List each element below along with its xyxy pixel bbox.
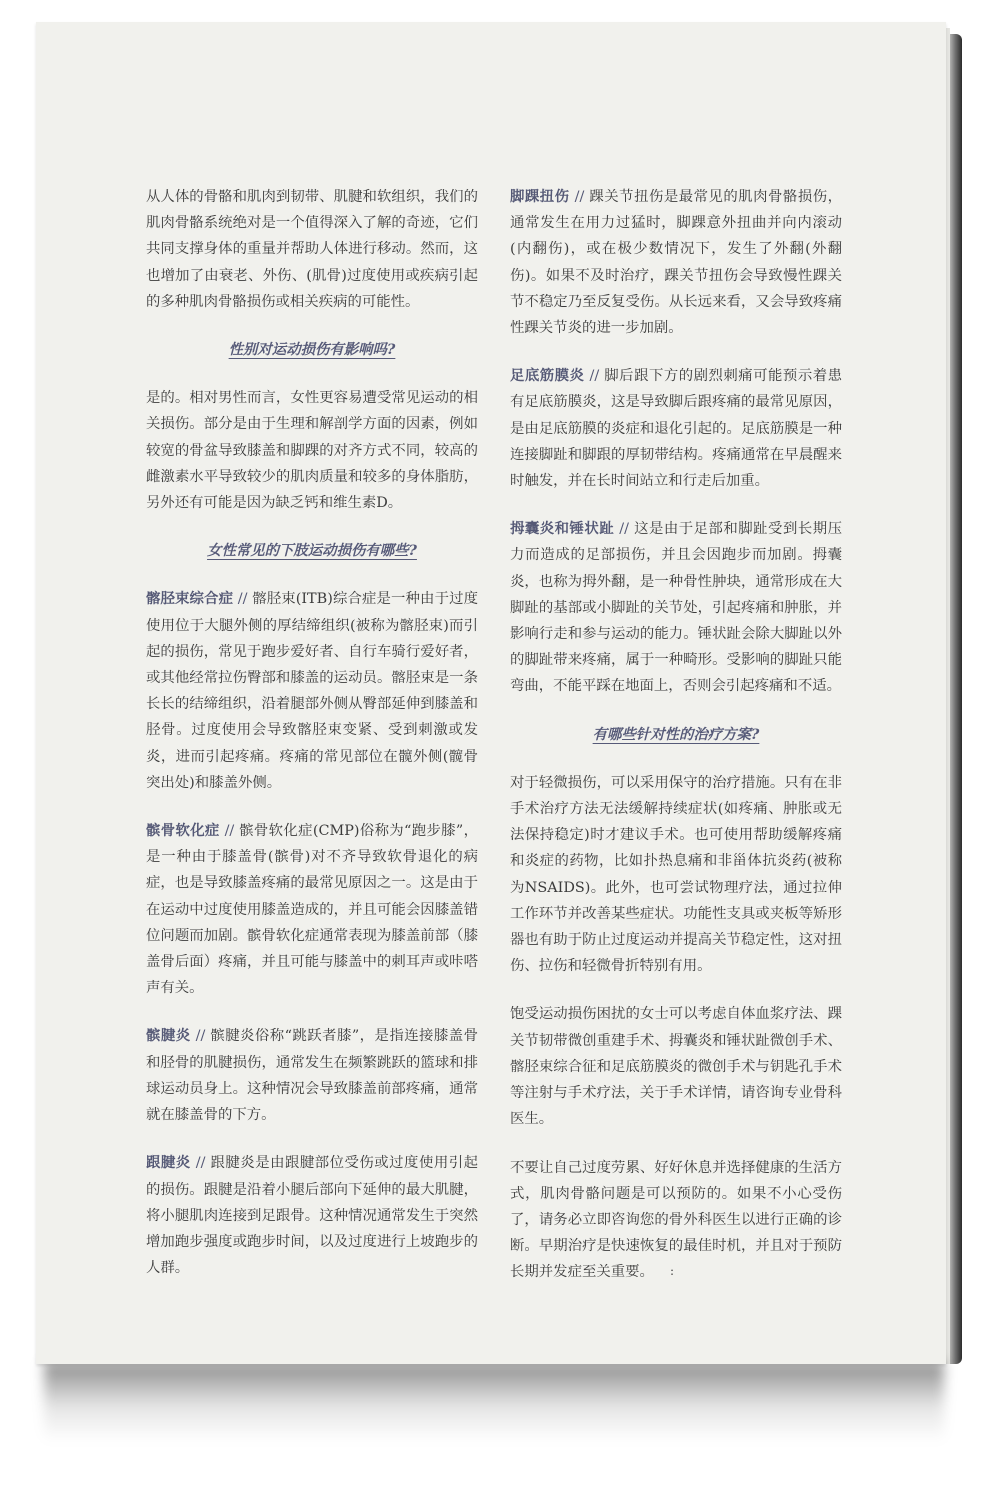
separator: // <box>237 591 248 608</box>
injury-term: 脚踝扭伤 <box>510 188 570 205</box>
injury-term: 足底筋膜炎 <box>510 367 585 385</box>
injury-achilles <box>146 1150 478 1281</box>
injury-text: 踝关节扭伤是最常见的肌肉骨骼损伤，通常发生在用力过猛时，脚踝意外扭曲并向内滚动(内翻伤)，或在极少数情况下，发生了外翻(外翻伤)。如果不及时治疗，踝关节扭伤会导致慢性踝关节不稳定乃至反复受伤。从长远来看，又会导致疼痛性踝关节炎的进一步加剧。 <box>510 189 842 337</box>
separator: // <box>574 189 585 205</box>
injury-term: 跟腱炎 <box>146 1154 191 1172</box>
injury-text: 髌骨软化症(CMP)俗称为“跑步膝”，是一种由于膝盖骨(髌骨)对不齐导致软骨退化的病症，也是导致膝盖疼痛的最常见原因之一。这是由于在运动中过度使用膝盖造成的，并且可能会因膝盖错位问题而加剧。髌骨软化症通常表现为膝盖前部（膝盖骨后面）疼痛，并且可能与膝盖中的刺耳声或咔嗒声有关。 <box>146 823 479 997</box>
left-column <box>146 184 478 1303</box>
gender-paragraph: 是的。相对男性而言，女性更容易遭受常见运动的相关损伤。部分是由于生理和解剖学方面的因素，例如较宽的骨盆导致膝盖和脚踝的对齐方式不同，较高的雌激素水平导致较少的肌肉质量和较多的身体脂肪，另外还有可能是因为缺乏钙和维生素D。 <box>146 390 478 512</box>
injury-text: 这是由于足部和脚趾受到长期压力而造成的足部损伤，并且会因跑步而加剧。拇囊炎，也称为拇外翻，是一种骨性肿块，通常形成在大脚趾的基部或小脚趾的关节处，引起疼痛和肿胀，并影响行走和参与运动的能力。锤状趾会除大脚趾以外的脚趾带来疼痛，属于一种畸形。受影响的脚趾只能弯曲，不能平踩在地面上，否则会引起疼痛和不适。 <box>510 521 842 695</box>
injury-term: 髂胫束综合症 <box>146 590 234 608</box>
right-column <box>510 184 842 1308</box>
heading-treatment: 有哪些针对性的治疗方案? <box>592 725 760 743</box>
separator: // <box>619 521 629 538</box>
injury-term: 髌骨软化症 <box>146 822 220 840</box>
separator: // <box>195 1028 206 1045</box>
injury-cmp <box>146 818 478 1001</box>
treatment-paragraph-2: 饱受运动损伤困扰的女士可以考虑自体血浆疗法、踝关节韧带微创重建手术、拇囊炎和锤状趾微创手术、髂胫束综合征和足底筋膜炎的微创手术与钥匙孔手术等注射与手术疗法，关于手术详情，请咨询专业骨科医生。 <box>510 1006 842 1128</box>
injury-text: 跟腱炎是由跟腱部位受伤或过度使用引起的损伤。跟腱是沿着小腿后部向下延伸的最大肌腱，将小腿肌肉连接到足跟骨。这种情况通常发生于突然增加跑步强度或跑步时间，以及过度进行上坡跑步的人群。 <box>146 1155 478 1277</box>
heading-common-injuries: 女性常见的下肢运动损伤有哪些? <box>207 542 417 560</box>
intro-paragraph: 从人体的骨骼和肌肉到韧带、肌腱和软组织，我们的肌肉骨骼系统绝对是一个值得深入了解的奇迹，它们共同支撑身体的重量并帮助人体进行移动。然而，这也增加了由衰老、外伤、(肌骨)过度使用或疾病引起的多种肌肉骨骼损伤或相关疾病的可能性。 <box>146 189 478 310</box>
injury-plantar-fasciitis <box>510 363 842 494</box>
injury-ankle-sprain <box>510 184 842 341</box>
injury-text: 髌腱炎俗称“跳跃者膝”，是指连接膝盖骨和胫骨的肌腱损伤，通常发生在频繁跳跃的篮球和排球运动员身上。这种情况会导致膝盖前部疼痛，通常就在膝盖骨的下方。 <box>146 1028 479 1124</box>
injury-term: 拇囊炎和锤状趾 <box>510 520 615 538</box>
injury-patellar-tendinitis <box>146 1023 478 1128</box>
injury-term: 髌腱炎 <box>146 1027 191 1045</box>
injury-text: 髂胫束(ITB)综合症是一种由于过度使用位于大腿外侧的厚结缔组织(被称为髂胫束)而引起的损伤，常见于跑步爱好者、自行车骑行爱好者，或其他经常拉伤臀部和膝盖的运动员。髂胫束是一条长长的结缔组织，沿着腿部外侧从臀部延伸到膝盖和胫骨。过度使用会导致髂胫束变紧、受到刺激或发炎，进而引起疼痛。疼痛的常见部位在髋外侧(髋骨突出处)和膝盖外侧。 <box>146 591 478 791</box>
magazine-page <box>36 22 946 1364</box>
injury-text: 脚后跟下方的剧烈刺痛可能预示着患有足底筋膜炎，这是导致脚后跟疼痛的最常见原因，是由足底筋膜的炎症和退化引起的。足底筋膜是一种连接脚趾和脚跟的厚韧带结构。疼痛通常在早晨醒来时触发，并在长时间站立和行走后加重。 <box>510 368 842 490</box>
page-stack-edge <box>948 34 962 1364</box>
separator: // <box>195 1155 206 1172</box>
treatment-paragraph-3: 不要让自己过度劳累、好好休息并选择健康的生活方式，肌肉骨骼问题是可以预防的。如果不小心受伤了，请务必立即咨询您的骨外科医生以进行正确的诊断。早期治疗是快速恢复的最佳时机，并且对于预防长期并发症至关重要。 <box>510 1159 842 1281</box>
separator: // <box>224 823 235 840</box>
page-mark: : <box>670 1264 675 1278</box>
heading-gender: 性别对运动损伤有影响吗? <box>228 341 396 359</box>
separator: // <box>589 368 600 385</box>
treatment-paragraph-1: 对于轻微损伤，可以采用保守的治疗措施。只有在非手术治疗方法无法缓解持续症状(如疼痛、肿胀或无法保持稳定)时才建议手术。也可使用帮助缓解疼痛和炎症的药物，比如扑热息痛和非甾体抗炎药(被称为NSAIDS)。此外，也可尝试物理疗法，通过拉伸工作环节并改善某些症状。功能性支具或夹板等矫形器也有助于防止过度运动并提高关节稳定性，这对扭伤、拉伤和轻微骨折特别有用。 <box>510 774 842 975</box>
injury-bunion-hammertoe <box>510 516 842 699</box>
page-shadow <box>44 1362 944 1442</box>
injury-itb <box>146 586 478 796</box>
